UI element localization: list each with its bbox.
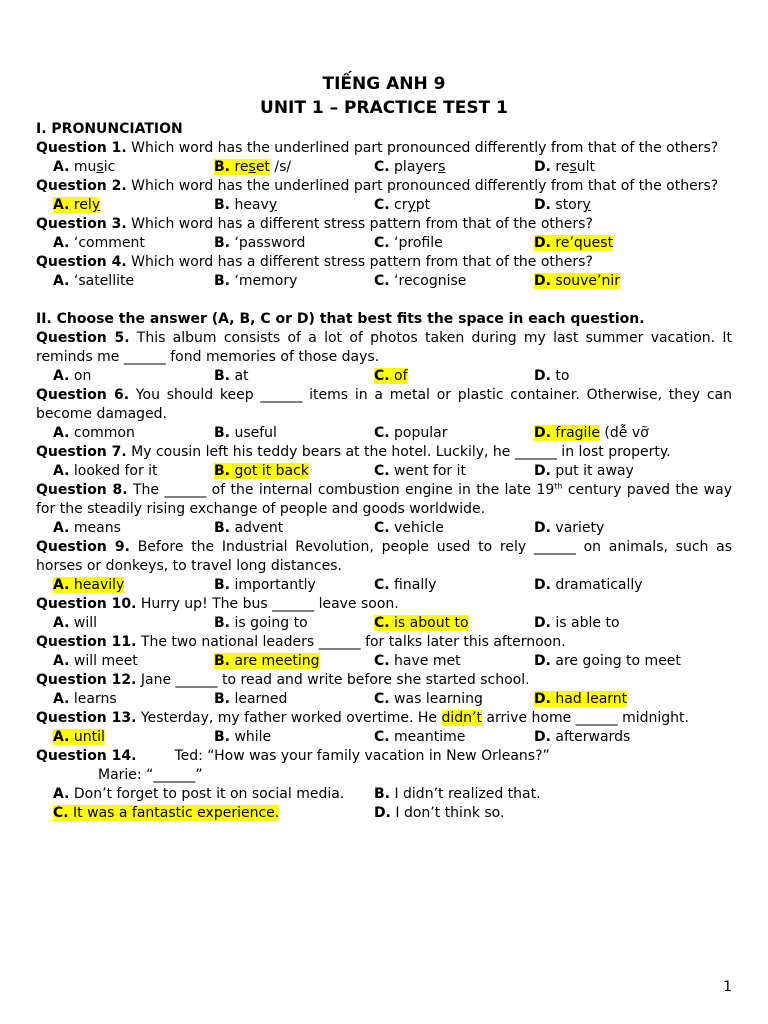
worksheet-page [36, 72, 732, 823]
section-spacer [36, 291, 732, 310]
option-a: A. looked for it [53, 463, 158, 479]
option-b: B. heavy [214, 197, 278, 213]
option-a: A. ‘comment [53, 235, 145, 251]
option-d-correct: D. souve’nir [534, 273, 621, 289]
option-a: A. will meet [53, 653, 138, 669]
option-c: C. crypt [374, 197, 431, 213]
option-d-correct: D. fragile (dễ vỡ [534, 425, 649, 441]
page-number: 1 [723, 979, 732, 995]
option-d: D. are going to meet [534, 653, 681, 669]
section-heading-multiple-choice: II. Choose the answer (A, B, C or D) that best fits the space in each question. [36, 311, 645, 327]
question-10-options [36, 614, 732, 633]
option-b: B. at [214, 368, 249, 384]
option-c-correct: C. is about to [374, 615, 469, 631]
option-a: A. music [53, 159, 116, 175]
question-4: Question 4. Which word has a different stress pattern from that of the others? [36, 254, 593, 270]
option-b: B. learned [214, 691, 288, 707]
option-c-correct: C. of [374, 368, 408, 384]
option-a: A. on [53, 368, 92, 384]
option-c: C. finally [374, 577, 437, 593]
option-c: C. ‘profile [374, 235, 443, 251]
option-d: D. put it away [534, 463, 634, 479]
option-b: B. is going to [214, 615, 308, 631]
option-c-correct: C. It was a fantastic experience. [53, 805, 280, 821]
option-c: C. ‘recognise [374, 273, 467, 289]
option-b: B. useful [214, 425, 277, 441]
option-d: D. is able to [534, 615, 620, 631]
question-8: Question 8. The ______ of the internal combustion engine in the late 19th century paved the way for the steadily rising exchange of people and goods worldwide. [36, 481, 732, 517]
question-11: Question 11. The two national leaders ______ for talks later this afternoon. [36, 634, 566, 650]
option-c: C. went for it [374, 463, 466, 479]
question-10: Question 10. Hurry up! The bus ______ leave soon. [36, 596, 399, 612]
question-4-options [36, 272, 732, 291]
option-a: A. learns [53, 691, 117, 707]
option-a: A. ‘satellite [53, 273, 135, 289]
question-14-options-row-1 [36, 785, 732, 804]
option-d: D. I don’t think so. [374, 805, 505, 821]
option-a: A. means [53, 520, 121, 536]
option-c: C. was learning [374, 691, 483, 707]
option-a: A. common [53, 425, 135, 441]
question-14-dialogue: Marie: “______” [98, 767, 203, 783]
option-b: B. ‘memory [214, 273, 298, 289]
document-title: TIẾNG ANH 9 [322, 74, 446, 94]
option-d-correct: D. re’quest [534, 235, 614, 251]
question-11-options [36, 652, 732, 671]
question-8-options [36, 519, 732, 538]
question-1: Question 1. Which word has the underlined part pronounced differently from that of the others? [36, 140, 719, 156]
question-2: Question 2. Which word has the underlined part pronounced differently from that of the others? [36, 178, 719, 194]
option-d: D. story [534, 197, 591, 213]
question-14: Question 14. Ted: “How was your family vacation in New Orleans?” [36, 748, 550, 764]
option-d-correct: D. had learnt [534, 691, 628, 707]
option-b: B. ‘password [214, 235, 306, 251]
option-b: B. while [214, 729, 272, 745]
question-13-options [36, 728, 732, 747]
option-d: D. dramatically [534, 577, 643, 593]
option-c: C. popular [374, 425, 448, 441]
question-9-options [36, 576, 732, 595]
question-1-options [36, 158, 732, 177]
option-c: C. vehicle [374, 520, 444, 536]
option-c: C. have met [374, 653, 461, 669]
option-b-correct: B. reset /s/ [214, 159, 292, 175]
option-d: D. result [534, 159, 596, 175]
question-7-options [36, 462, 732, 481]
question-5-options [36, 367, 732, 386]
option-a-correct: A. heavily [53, 577, 125, 593]
question-12: Question 12. Jane ______ to read and write before she started school. [36, 672, 530, 688]
question-3-options [36, 234, 732, 253]
question-13: Question 13. Yesterday, my father worked overtime. He didn’t arrive home ______ midnight. [36, 710, 689, 726]
option-b: B. I didn’t realized that. [374, 786, 541, 802]
question-2-options [36, 196, 732, 215]
option-d: D. afterwards [534, 729, 631, 745]
option-b-correct: B. got it back [214, 463, 309, 479]
option-c: C. players [374, 159, 446, 175]
option-c: C. meantime [374, 729, 466, 745]
question-3: Question 3. Which word has a different stress pattern from that of the others? [36, 216, 593, 232]
question-9: Question 9. Before the Industrial Revolution, people used to rely ______ on animals, such as horses or donkeys, to travel long distances. [36, 539, 732, 574]
question-12-options [36, 690, 732, 709]
option-b: B. advent [214, 520, 284, 536]
option-d: D. variety [534, 520, 605, 536]
question-5: Question 5. This album consists of a lot of photos taken during my last summer vacation. It reminds me ______ fond memories of those days. [36, 330, 732, 365]
option-a: A. Don’t forget to post it on social media. [53, 786, 345, 802]
question-6: Question 6. You should keep ______ items in a metal or plastic container. Otherwise, they can become damaged. [36, 387, 732, 422]
option-a-correct: A. rely [53, 197, 101, 213]
option-b: B. importantly [214, 577, 316, 593]
question-14-options-row-2 [36, 804, 732, 823]
option-a: A. will [53, 615, 97, 631]
option-a-correct: A. until [53, 729, 105, 745]
section-heading-pronunciation: I. PRONUNCIATION [36, 121, 183, 137]
question-7: Question 7. My cousin left his teddy bears at the hotel. Luckily, he ______ in lost property. [36, 444, 671, 460]
option-b-correct: B. are meeting [214, 653, 320, 669]
option-d: D. to [534, 368, 570, 384]
question-6-options [36, 424, 732, 443]
document-subtitle: UNIT 1 – PRACTICE TEST 1 [260, 98, 508, 118]
